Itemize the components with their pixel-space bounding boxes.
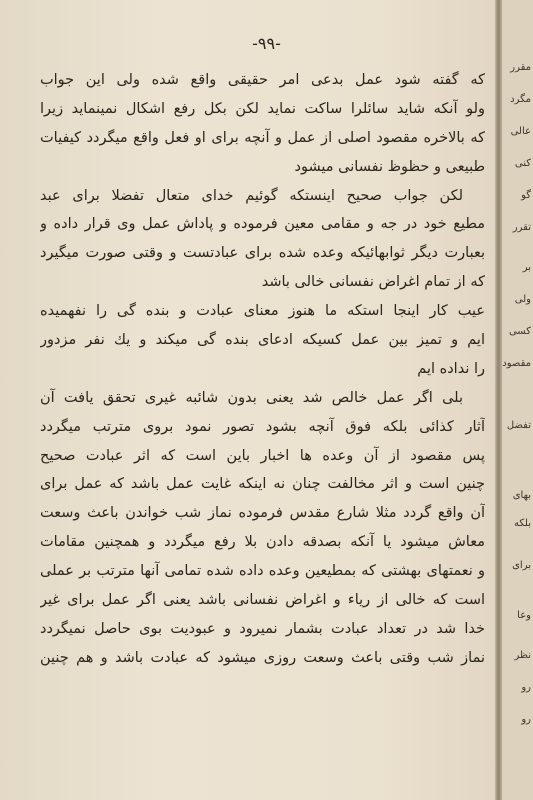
text-line-9: عیب کار اینجا استکه ما هنوز معنای عبادت و بنده گی را نفهمیده — [40, 303, 485, 320]
text-line-16: آن واقع گردد مثلا شارع مقدس فرموده نماز شب خواندن باعث وسعت — [40, 505, 485, 522]
facing-page-fragment: مقصود — [502, 358, 531, 369]
facing-page-fragment: برای — [512, 560, 531, 571]
facing-page-fragment: رو — [521, 714, 531, 725]
text-line-4: طبیعی و حظوظ نفسانی میشود — [294, 158, 485, 175]
facing-page-fragment: کنی — [514, 158, 531, 169]
facing-page-fragment: وعا — [517, 610, 531, 621]
text-line-20: خدا شد در تعداد عبادت بشمار نمیرود و عبودیت بوی حاصل نمیگردد — [40, 620, 485, 637]
book-gutter-fold — [495, 0, 502, 800]
page-number: -۹۹- — [252, 34, 281, 53]
facing-page-fragment: نظر — [514, 650, 531, 661]
text-line-8: که از تمام اغراض نفسانی خالی باشد — [261, 274, 485, 291]
text-line-15: چنین است و اثر مخالفت چنان نه اینکه غایت عمل باشد که عمل برای — [40, 476, 485, 493]
facing-page-fragment: عالی — [510, 126, 531, 137]
text-line-13: آثار کذائی بلکه فوق آنچه بشود تصور نمود بروی مترتب میگردد — [40, 418, 485, 435]
facing-page-fragment: تفضل — [506, 420, 531, 431]
text-line-6: مطیع خود در جه و مقامی معین فرموده و پاداش عمل وی قرار داده و — [40, 216, 485, 233]
text-line-3: که بالاخره مقصود اصلی از عمل و آنچه برای او فعل واقع میگردد کیفیات — [40, 129, 485, 146]
text-line-10: ایم و تمیز بین عمل کسیکه ادعای بنده گی میکند و یك نفر مزدور — [40, 332, 485, 349]
text-line-7: بعبارت دیگر ثوابهائیکه وعده شده برای عبادتست و وقتی صورت میگیرد — [40, 245, 485, 262]
text-line-12: بلی اگر عمل خالص شد یعنی بدون شائبه غیری تحقق یافت آن — [40, 389, 463, 406]
facing-page-fragment: بهای — [512, 490, 531, 501]
text-line-17: معاش میشود یا آنکه بصدقه دادن بلا رفع میگردد و همچنین مقامات — [40, 534, 485, 551]
facing-page-fragment: مگرد — [510, 94, 531, 105]
text-line-1: که گفته شود عمل بدعی امر حقیقی واقع شده ولی این جواب — [40, 72, 485, 88]
facing-page-fragment: ولی — [514, 294, 531, 305]
facing-page-fragment: مقرر — [510, 62, 531, 73]
facing-page-fragment: کسی — [508, 326, 531, 337]
facing-page-fragment: بلکه — [514, 518, 531, 529]
facing-page-strip — [502, 0, 533, 800]
body-text — [40, 66, 485, 673]
text-line-19: است که خالی از ریاء و اغراض نفسانی باشد یعنی اگر عمل برای غیر — [40, 592, 485, 609]
facing-page-fragment: تقرر — [512, 222, 531, 233]
facing-page-fragment: بر — [522, 262, 531, 273]
text-line-2: ولو آنکه شاید سائلرا ساکت نماید لکن بکل رفع اشکال نمینماید زیرا — [40, 100, 485, 117]
text-line-5: لکن جواب صحیح اینستکه گوئیم خدای متعال تفضلا برای عبد — [40, 187, 463, 204]
text-line-21: نماز شب وقتی باعث وسعت روزی میشود که عبادت باشد و هم چنین — [40, 649, 485, 666]
text-line-18: و نعمتهای بهشتی که بمطیعین وعده داده شده تمامی آنها مترتب بر عملی — [40, 563, 485, 580]
text-line-11: را نداده ایم — [417, 360, 485, 377]
facing-page-fragment: رو — [521, 682, 531, 693]
facing-page-fragment: گو — [521, 190, 531, 201]
text-line-14: پس مقصود از آن وعده ها اخبار باین است که اثر عبادت صحیح — [40, 447, 485, 464]
